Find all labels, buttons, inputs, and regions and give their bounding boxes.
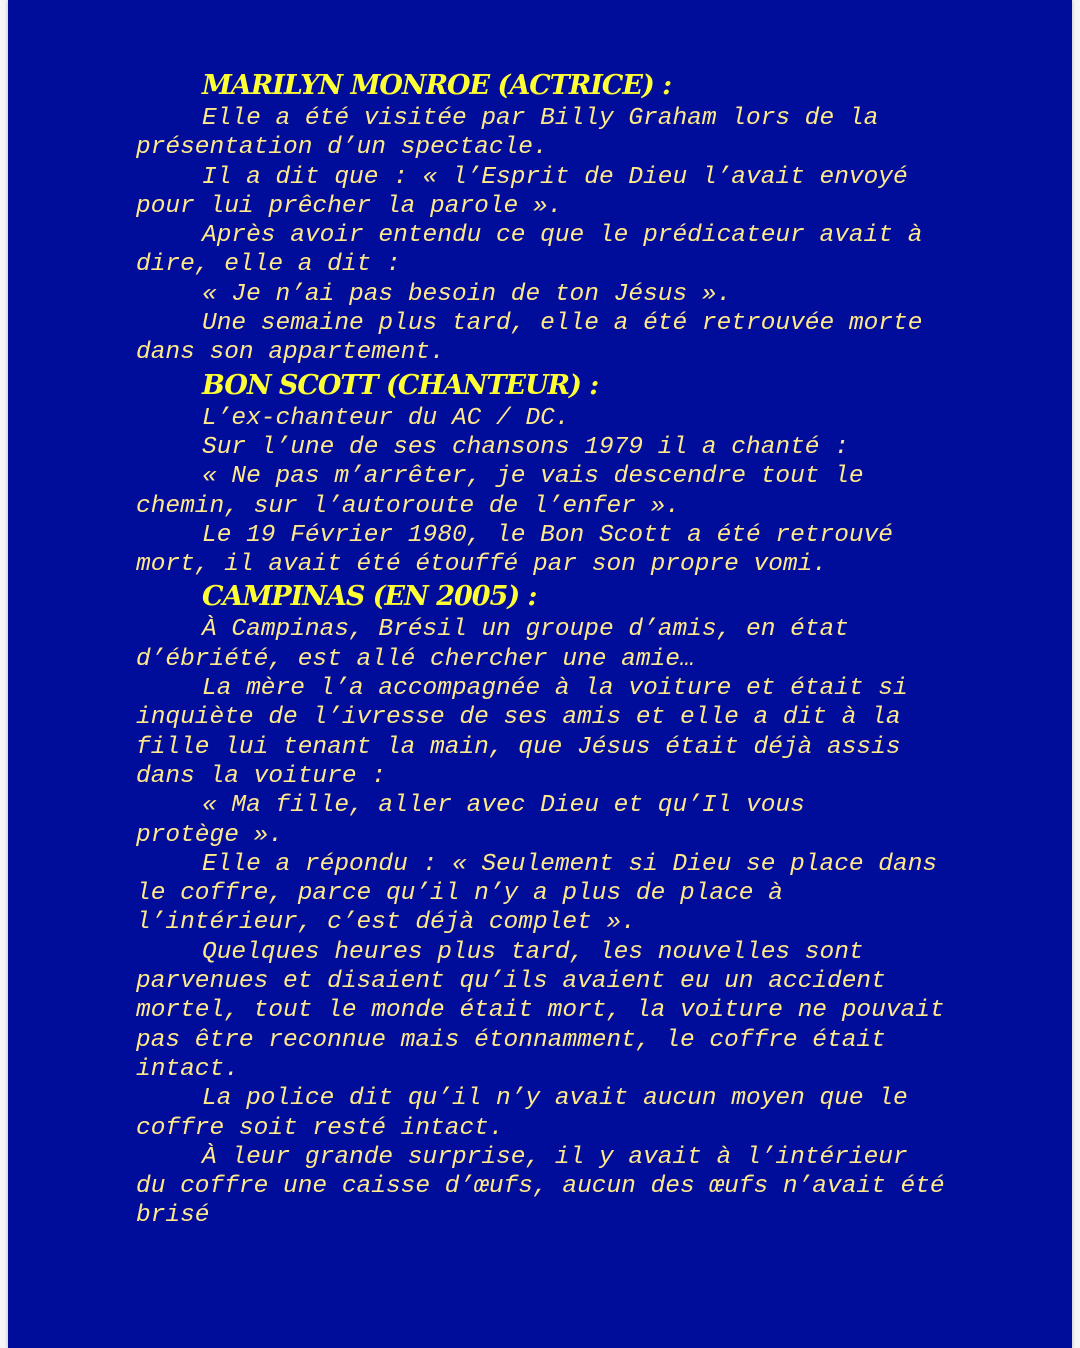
paragraph: À Campinas, Brésil un groupe d’amis, en état d’ébriété, est allé chercher une amie… — [136, 616, 849, 673]
paragraph: Le 19 Février 1980, le Bon Scott a été retrouvé mort, il avait été étouffé par son propre vomi. — [136, 521, 894, 579]
section-marilyn-monroe — [136, 68, 966, 368]
paragraph: « Ne pas m’arrêter, je vais descendre tout le chemin, sur l’autoroute de l’enfer ». — [136, 463, 864, 520]
paragraph: Elle a répondu : « Seulement si Dieu se place dans le coffre, parce qu’il n’y a plus de place à l’intérieur, c’est déjà complet ». — [136, 850, 938, 937]
paragraph: La police dit qu’il n’y avait aucun moyen que le coffre soit resté intact. — [136, 1085, 908, 1142]
document-page — [8, 0, 1072, 1348]
paragraph: À leur grande surprise, il y avait à l’intérieur du coffre une caisse d’œufs, aucun des œufs n’avait été brisé — [136, 1143, 945, 1230]
section-title: MARILYN MONROE (ACTRICE) : — [202, 70, 672, 101]
paragraph: L’ex-chanteur du AC / DC. — [202, 404, 570, 432]
paragraph: Après avoir entendu ce que le prédicateur avait à dire, elle a dit : — [136, 222, 923, 279]
paragraph: Une semaine plus tard, elle a été retrouvée morte dans son appartement. — [136, 310, 923, 367]
paragraph: Il a dit que : « l’Esprit de Dieu l’avait envoyé pour lui prêcher la parole ». — [136, 163, 908, 220]
document-content — [136, 68, 966, 1231]
section-title: CAMPINAS (EN 2005) : — [202, 581, 537, 613]
section-bon-scott — [136, 368, 966, 580]
paragraph: Quelques heures plus tard, les nouvelles sont parvenues et disaient qu’ils avaient eu un accident mortel, tout le monde était mort, la voiture ne pouvait pas être reconnue mais étonnamment, le coffre était intact. — [136, 938, 945, 1083]
paragraph: La mère l’a accompagnée à la voiture et était si inquiète de l’ivresse de ses amis et elle a dit à la fille lui tenant la main, que Jésus était déjà assis dans la voiture : — [136, 675, 908, 790]
section-title: BON SCOTT (CHANTEUR) : — [202, 369, 599, 401]
paragraph: Sur l’une de ses chansons 1979 il a chanté : — [202, 433, 849, 461]
paragraph: « Je n’ai pas besoin de ton Jésus ». — [202, 280, 732, 308]
paragraph: Elle a été visitée par Billy Graham lors de la présentation d’un spectacle. — [136, 105, 879, 162]
section-campinas — [136, 579, 966, 1230]
paragraph: « Ma fille, aller avec Dieu et qu’Il vous protège ». — [136, 792, 805, 849]
